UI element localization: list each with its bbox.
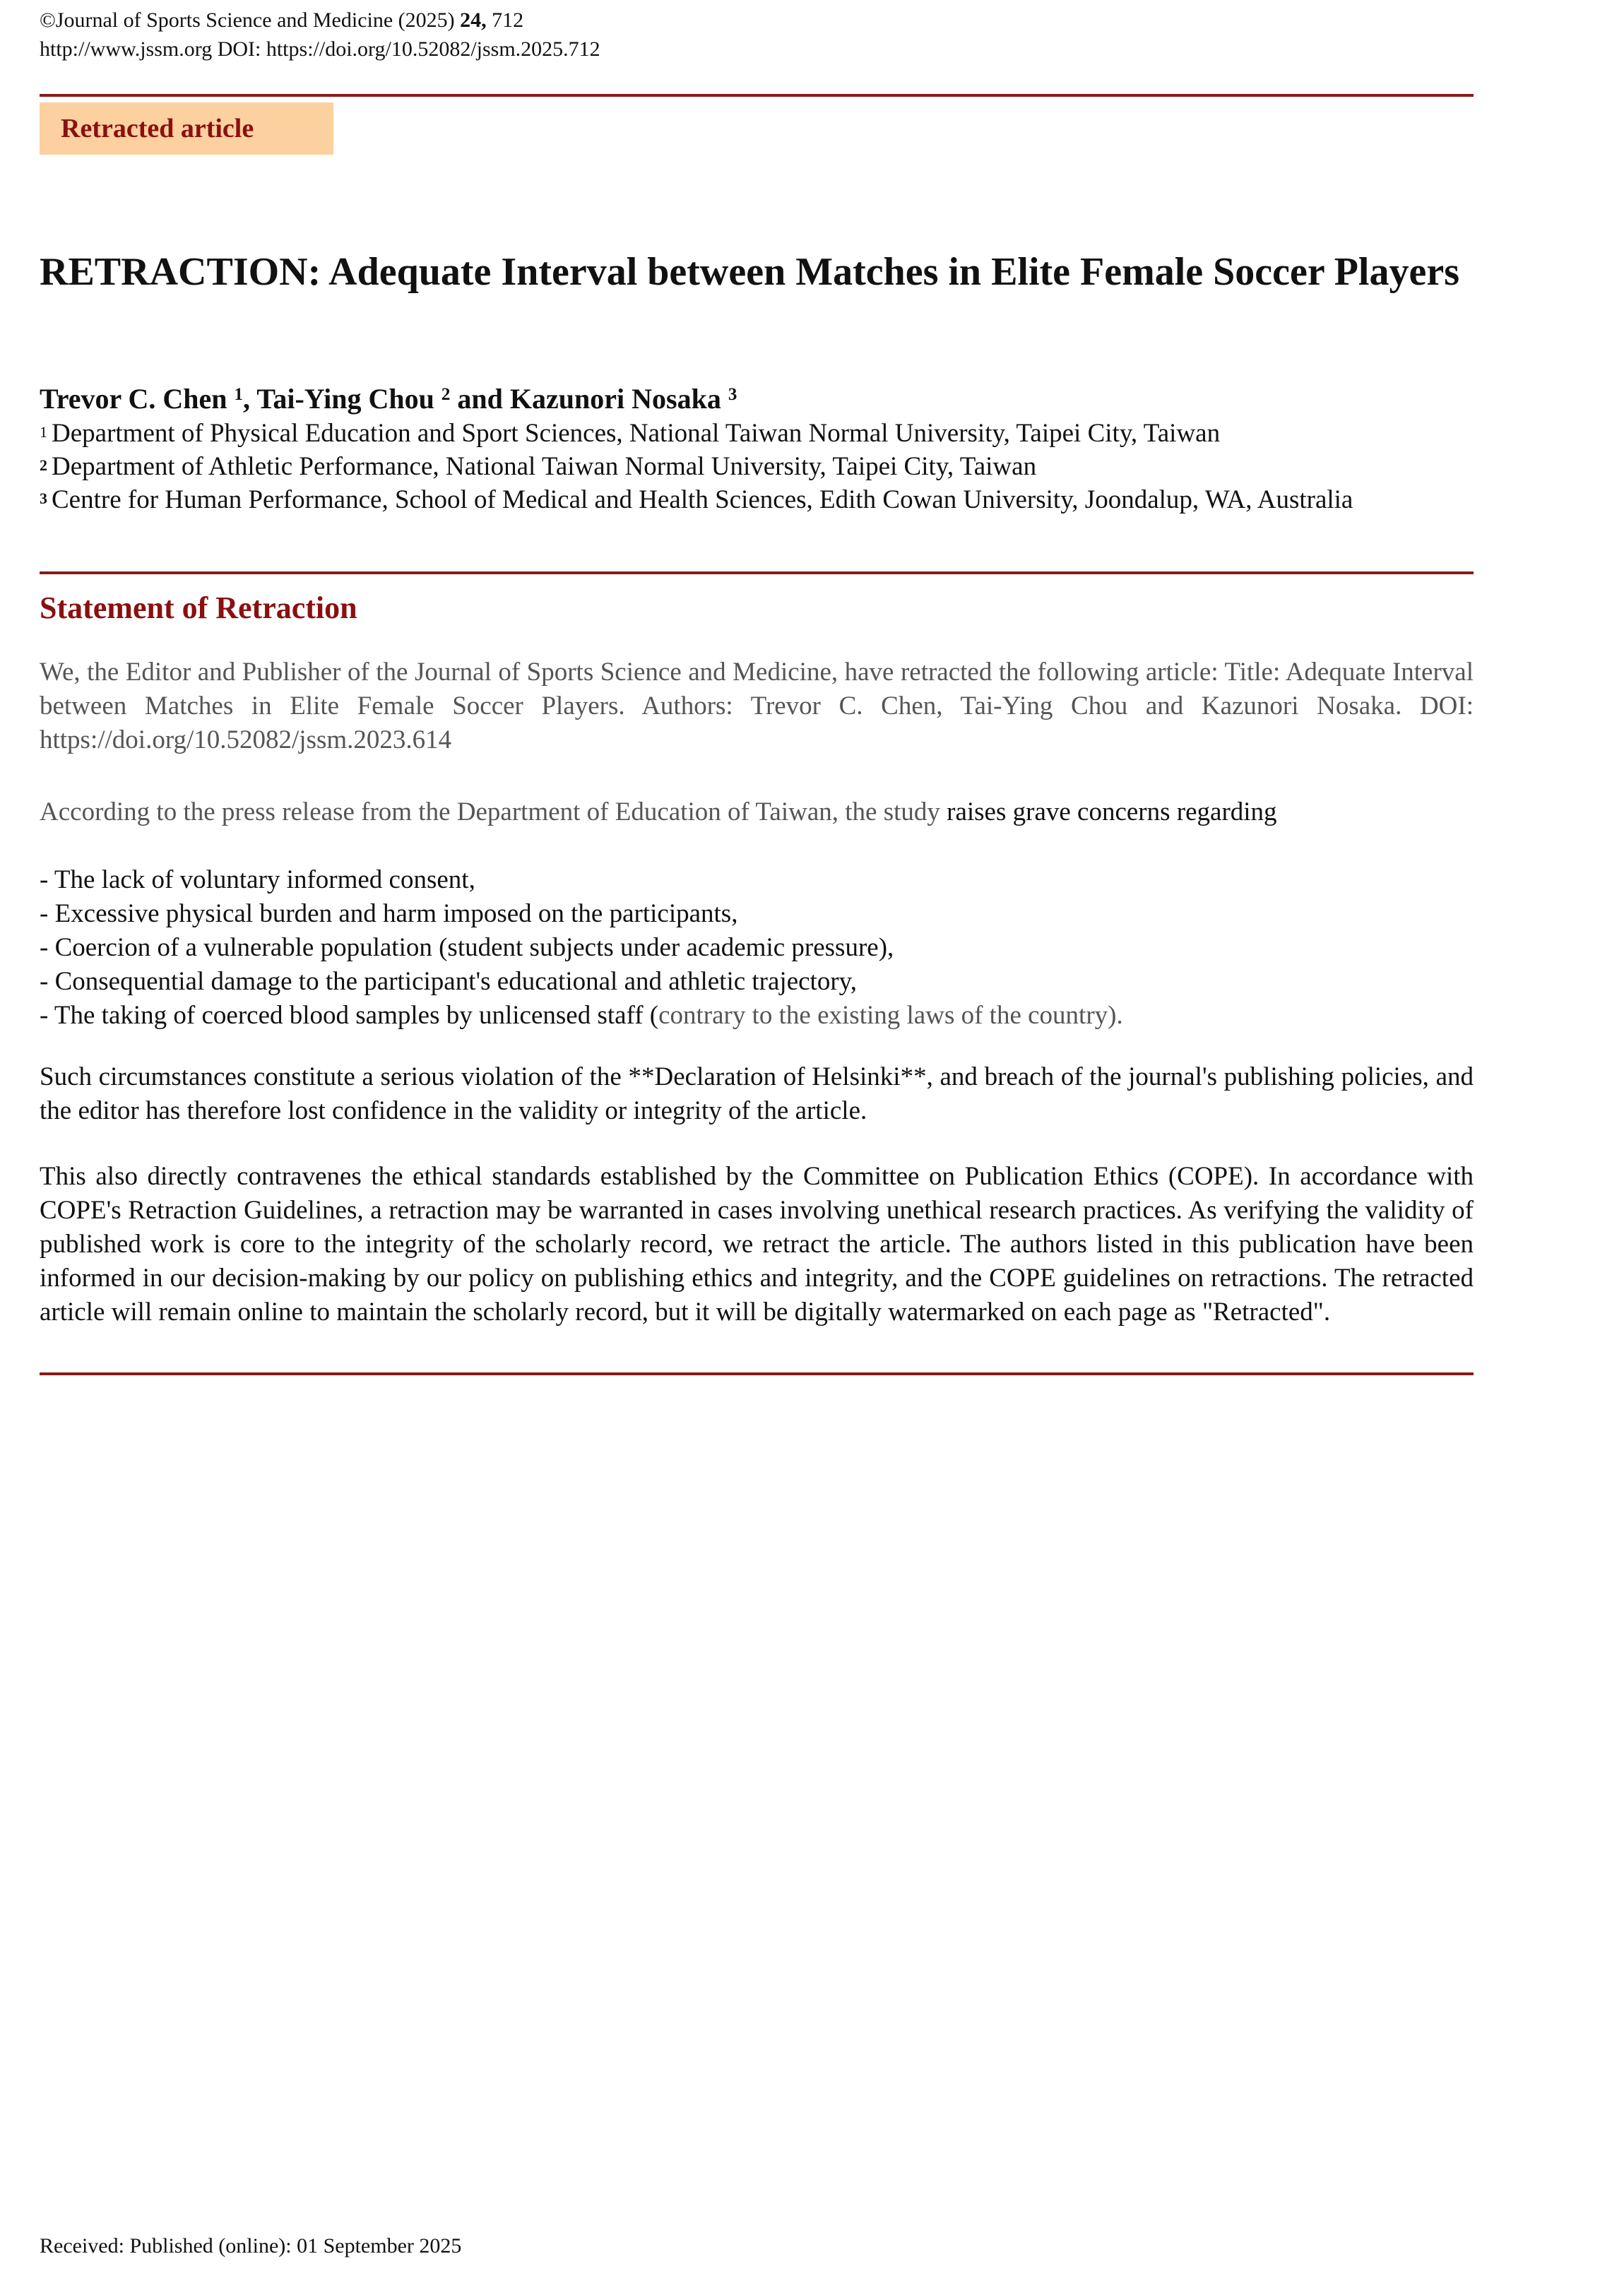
concern-intro-paragraph: According to the press release from the Department of Education of Taiwan, the study raises grave concerns regarding <box>40 797 1277 826</box>
list-item: - Consequential damage to the participant's educational and athletic trajectory, <box>40 967 857 996</box>
list-item: - The taking of coerced blood samples by unlicensed staff (contrary to the existing laws of the country). <box>40 1001 1123 1030</box>
header-divider <box>40 94 1474 97</box>
affiliation-item: $^1$ Department of Physical Education and Sport Sciences, National Taiwan Normal University, Taipei City, Taiwan <box>40 419 1221 448</box>
author-affiliation-mark: 2 <box>441 385 451 404</box>
end-divider <box>40 1372 1474 1375</box>
list-item: - The lack of voluntary informed consent, <box>40 865 475 894</box>
retracted-badge: Retracted article <box>40 102 333 155</box>
affiliation-item: $^3$ Centre for Human Performance, School of Medical and Health Sciences, Edith Cowan University, Joondalup, WA, Australia <box>40 485 1353 514</box>
author-name: Trevor C. Chen <box>40 383 227 415</box>
journal-header <box>40 0 600 64</box>
list-item: - Excessive physical burden and harm imposed on the participants, <box>40 899 738 928</box>
list-item: - Coercion of a vulnerable population (student subjects under academic pressure), <box>40 933 894 962</box>
concern-list <box>40 863 1123 1033</box>
journal-page: 712 <box>492 8 524 32</box>
affiliation-item: $^2$ Department of Athletic Performance, National Taiwan Normal University, Taipei City, Taiwan <box>40 452 1037 481</box>
cope-paragraph: This also directly contravenes the ethical standards established by the Committee on Publication Ethics (COPE). In accordance with COPE's Retraction Guidelines, a retraction may be warranted in cases involving unethical research practices. As verifying the validity of published work is core to the integrity of the scholarly record, we retract the article. The authors listed in this publication have been informed in our decision-making by our policy on publishing ethics and integrity, and the COPE guidelines on retractions. The retracted article will remain online to maintain the scholarly record, but it will be digitally watermarked on each page as "Retracted". <box>40 1162 1474 1327</box>
author-list: Trevor C. Chen $^1$, Tai-Ying Chou $^2$ and Kazunori Nosaka $^3$ <box>40 383 737 415</box>
section-heading: Statement of Retraction <box>40 591 357 625</box>
publication-dates: Received: Published (online): 01 September 2025 <box>40 2234 462 2258</box>
violation-paragraph: Such circumstances constitute a serious violation of the **Declaration of Helsinki**, and breach of the journal's publishing policies, and the editor has therefore lost confidence in the validity or integrity of the article. <box>40 1062 1474 1125</box>
affiliation-list <box>40 417 1474 516</box>
journal-url-doi[interactable]: http://www.jssm.org DOI: https://doi.org/10.52082/jssm.2025.712 <box>40 37 600 61</box>
article-title: RETRACTION: Adequate Interval between Matches in Elite Female Soccer Players <box>40 250 1459 294</box>
journal-citation-line: ©Journal of Sports Science and Medicine (2025) 24, 712 <box>40 8 524 32</box>
journal-volume: 24, <box>460 8 487 32</box>
retraction-statement-paragraph: We, the Editor and Publisher of the Journal of Sports Science and Medicine, have retracted the following article: Title: Adequate Interval between Matches in Elite Female Soccer Players. Authors: Trevor C. Chen, Tai-Ying Chou and Kazunori Nosaka. DOI: https://doi.org/10.52082/jssm.2023.614 <box>40 658 1474 754</box>
author-name: Tai-Ying Chou <box>256 383 434 415</box>
author-name: Kazunori Nosaka <box>509 383 721 415</box>
author-affiliation-mark: 3 <box>728 385 737 404</box>
section-divider <box>40 571 1474 574</box>
author-affiliation-mark: 1 <box>234 385 244 404</box>
